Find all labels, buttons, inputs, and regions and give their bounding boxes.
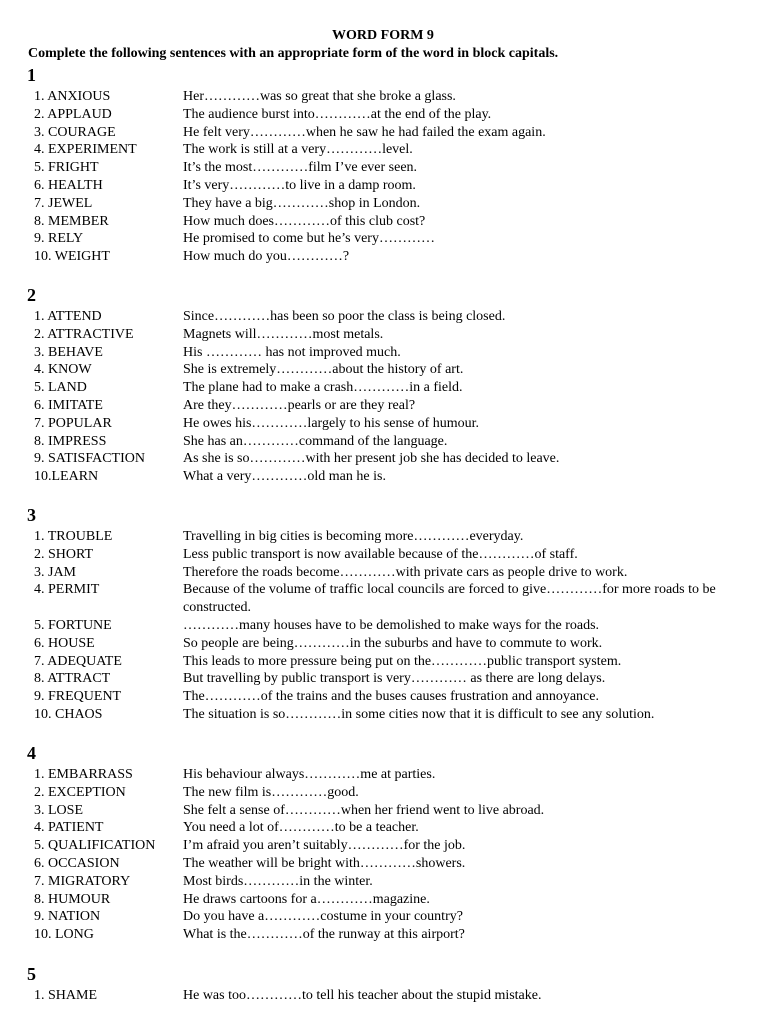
exercise-row bbox=[0, 213, 768, 231]
block-capital-word: 1. SHAME bbox=[34, 988, 98, 1003]
exercise-row bbox=[0, 926, 768, 944]
gap-sentence: He was too…………to tell his teacher about the stupid mistake. bbox=[183, 988, 542, 1003]
exercise-row bbox=[0, 308, 768, 326]
exercise-row bbox=[0, 987, 768, 1005]
gap-sentence: This leads to more pressure being put on the…………public transport system. bbox=[183, 653, 622, 669]
gap-sentence: Most birds…………in the winter. bbox=[183, 873, 373, 889]
exercise-row bbox=[0, 141, 768, 159]
instructions: Complete the following sentences with an appropriate form of the word in block capitals. bbox=[28, 46, 559, 61]
exercise-list bbox=[0, 766, 768, 944]
gap-sentence: His behaviour always…………me at parties. bbox=[183, 767, 436, 782]
block-capital-word: 3. JAM bbox=[34, 564, 77, 580]
block-capital-word: 4. EXPERIMENT bbox=[34, 142, 137, 158]
gap-sentence: She felt a sense of…………when her friend went to live abroad. bbox=[183, 802, 545, 818]
exercise-row bbox=[0, 248, 768, 266]
exercise-row bbox=[0, 546, 768, 564]
block-capital-word: 10.LEARN bbox=[34, 469, 99, 485]
exercise-row bbox=[0, 688, 768, 706]
gap-sentence: His ………… has not improved much. bbox=[183, 344, 401, 360]
block-capital-word: 4. KNOW bbox=[34, 362, 92, 378]
gap-sentence: Magnets will…………most metals. bbox=[183, 326, 384, 342]
block-capital-word: 1. EMBARRASS bbox=[34, 767, 133, 782]
gap-sentence: He owes his…………largely to his sense of humour. bbox=[183, 415, 480, 431]
gap-sentence: The plane had to make a crash…………in a field. bbox=[183, 380, 463, 396]
exercise-row bbox=[0, 433, 768, 451]
section-number: 5 bbox=[27, 964, 36, 984]
page-title: WORD FORM 9 bbox=[332, 28, 434, 43]
block-capital-word: 4. PERMIT bbox=[34, 582, 100, 598]
gap-sentence: Because of the volume of traffic local councils are forced to give…………for more roads to be constructed. bbox=[183, 582, 716, 616]
block-capital-word: 2. APPLAUD bbox=[34, 106, 112, 122]
block-capital-word: 10. WEIGHT bbox=[34, 249, 110, 265]
gap-sentence: He promised to come but he’s very………… bbox=[183, 231, 435, 247]
gap-sentence: Less public transport is now available because of the…………of staff. bbox=[183, 546, 578, 562]
exercise-row bbox=[0, 635, 768, 653]
exercise-list bbox=[0, 528, 768, 724]
block-capital-word: 5. LAND bbox=[34, 380, 87, 396]
block-capital-word: 8. MEMBER bbox=[34, 213, 109, 229]
block-capital-word: 3. LOSE bbox=[34, 802, 83, 818]
exercise-row bbox=[0, 891, 768, 909]
exercise-row bbox=[0, 106, 768, 124]
exercise-row bbox=[0, 195, 768, 213]
exercise-list bbox=[0, 88, 768, 266]
section-number: 4 bbox=[27, 743, 36, 763]
exercise-row bbox=[0, 766, 768, 784]
exercise-row bbox=[0, 361, 768, 379]
block-capital-word: 2. SHORT bbox=[34, 546, 94, 562]
gap-sentence: I’m afraid you aren’t suitably…………for the job. bbox=[183, 838, 466, 854]
block-capital-word: 7. MIGRATORY bbox=[34, 873, 131, 889]
block-capital-word: 9. FREQUENT bbox=[34, 689, 122, 705]
gap-sentence: He draws cartoons for a…………magazine. bbox=[183, 891, 430, 907]
block-capital-word: 1. ATTEND bbox=[34, 309, 102, 324]
exercise-row bbox=[0, 617, 768, 635]
exercise-row bbox=[0, 873, 768, 891]
block-capital-word: 7. ADEQUATE bbox=[34, 653, 122, 669]
block-capital-word: 6. IMITATE bbox=[34, 397, 103, 413]
gap-sentence: What a very…………old man he is. bbox=[183, 469, 386, 485]
block-capital-word: 10. LONG bbox=[34, 927, 94, 943]
gap-sentence: How much does…………of this club cost? bbox=[183, 213, 426, 229]
block-capital-word: 5. FRIGHT bbox=[34, 160, 99, 176]
block-capital-word: 9. SATISFACTION bbox=[34, 451, 145, 467]
block-capital-word: 2. ATTRACTIVE bbox=[34, 326, 134, 342]
exercise-row bbox=[0, 397, 768, 415]
gap-sentence: She is extremely…………about the history of art. bbox=[183, 362, 464, 378]
gap-sentence: As she is so…………with her present job she has decided to leave. bbox=[183, 451, 560, 467]
gap-sentence: The weather will be bright with…………showers. bbox=[183, 855, 466, 871]
exercise-row bbox=[0, 379, 768, 397]
block-capital-word: 5. FORTUNE bbox=[34, 617, 112, 633]
gap-sentence: You need a lot of…………to be a teacher. bbox=[183, 820, 419, 836]
exercise-row bbox=[0, 653, 768, 671]
exercise-row bbox=[0, 670, 768, 688]
gap-sentence: Travelling in big cities is becoming more…………everyday. bbox=[183, 529, 524, 544]
block-capital-word: 3. BEHAVE bbox=[34, 344, 103, 360]
block-capital-word: 8. ATTRACT bbox=[34, 671, 111, 687]
section-number: 3 bbox=[27, 505, 36, 525]
gap-sentence: …………many houses have to be demolished to make ways for the roads. bbox=[183, 617, 600, 633]
exercise-row bbox=[0, 159, 768, 177]
exercise-row bbox=[0, 88, 768, 106]
block-capital-word: 2. EXCEPTION bbox=[34, 784, 126, 800]
block-capital-word: 10. CHAOS bbox=[34, 706, 103, 722]
exercise-row bbox=[0, 581, 768, 617]
gap-sentence: It’s the most…………film I’ve ever seen. bbox=[183, 160, 418, 176]
exercise-row bbox=[0, 177, 768, 195]
block-capital-word: 6. HEALTH bbox=[34, 177, 103, 193]
block-capital-word: 7. POPULAR bbox=[34, 415, 112, 431]
section-number: 2 bbox=[27, 285, 36, 305]
gap-sentence: It’s very…………to live in a damp room. bbox=[183, 177, 416, 193]
block-capital-word: 7. JEWEL bbox=[34, 195, 93, 211]
gap-sentence: But travelling by public transport is very………… as there are long delays. bbox=[183, 671, 606, 687]
block-capital-word: 6. HOUSE bbox=[34, 635, 95, 651]
block-capital-word: 5. QUALIFICATION bbox=[34, 838, 156, 854]
exercise-row bbox=[0, 908, 768, 926]
exercise-row bbox=[0, 564, 768, 582]
exercise-list bbox=[0, 308, 768, 486]
gap-sentence: Are they…………pearls or are they real? bbox=[183, 397, 416, 413]
exercise-list bbox=[0, 987, 768, 1005]
block-capital-word: 3. COURAGE bbox=[34, 124, 116, 140]
gap-sentence: Do you have a…………costume in your country? bbox=[183, 909, 463, 925]
gap-sentence: The work is still at a very…………level. bbox=[183, 142, 413, 158]
exercise-row bbox=[0, 326, 768, 344]
block-capital-word: 4. PATIENT bbox=[34, 820, 104, 836]
gap-sentence: What is the…………of the runway at this airport? bbox=[183, 927, 465, 943]
gap-sentence: The audience burst into…………at the end of the play. bbox=[183, 106, 492, 122]
block-capital-word: 8. HUMOUR bbox=[34, 891, 111, 907]
exercise-row bbox=[0, 802, 768, 820]
exercise-row bbox=[0, 124, 768, 142]
exercise-row bbox=[0, 468, 768, 486]
exercise-row bbox=[0, 706, 768, 724]
gap-sentence: She has an…………command of the language. bbox=[183, 433, 448, 449]
exercise-row bbox=[0, 528, 768, 546]
block-capital-word: 6. OCCASION bbox=[34, 855, 120, 871]
exercise-row bbox=[0, 450, 768, 468]
exercise-row bbox=[0, 819, 768, 837]
gap-sentence: The…………of the trains and the buses causes frustration and annoyance. bbox=[183, 689, 599, 705]
exercise-row bbox=[0, 784, 768, 802]
exercise-row bbox=[0, 230, 768, 248]
block-capital-word: 8. IMPRESS bbox=[34, 433, 107, 449]
gap-sentence: Her…………was so great that she broke a glass. bbox=[183, 89, 456, 104]
exercise-row bbox=[0, 415, 768, 433]
exercise-row bbox=[0, 837, 768, 855]
gap-sentence: The situation is so…………in some cities now that it is difficult to see any solution. bbox=[183, 706, 655, 722]
gap-sentence: How much do you…………? bbox=[183, 249, 350, 265]
gap-sentence: So people are being…………in the suburbs and have to commute to work. bbox=[183, 635, 603, 651]
exercise-row bbox=[0, 344, 768, 362]
block-capital-word: 1. TROUBLE bbox=[34, 529, 113, 544]
exercise-row bbox=[0, 855, 768, 873]
section-number: 1 bbox=[27, 65, 36, 85]
gap-sentence: Therefore the roads become…………with private cars as people drive to work. bbox=[183, 564, 628, 580]
gap-sentence: Since…………has been so poor the class is being closed. bbox=[183, 309, 506, 324]
gap-sentence: He felt very…………when he saw he had failed the exam again. bbox=[183, 124, 546, 140]
block-capital-word: 9. NATION bbox=[34, 909, 101, 925]
block-capital-word: 9. RELY bbox=[34, 231, 84, 247]
gap-sentence: The new film is…………good. bbox=[183, 784, 359, 800]
block-capital-word: 1. ANXIOUS bbox=[34, 89, 111, 104]
gap-sentence: They have a big…………shop in London. bbox=[183, 195, 421, 211]
